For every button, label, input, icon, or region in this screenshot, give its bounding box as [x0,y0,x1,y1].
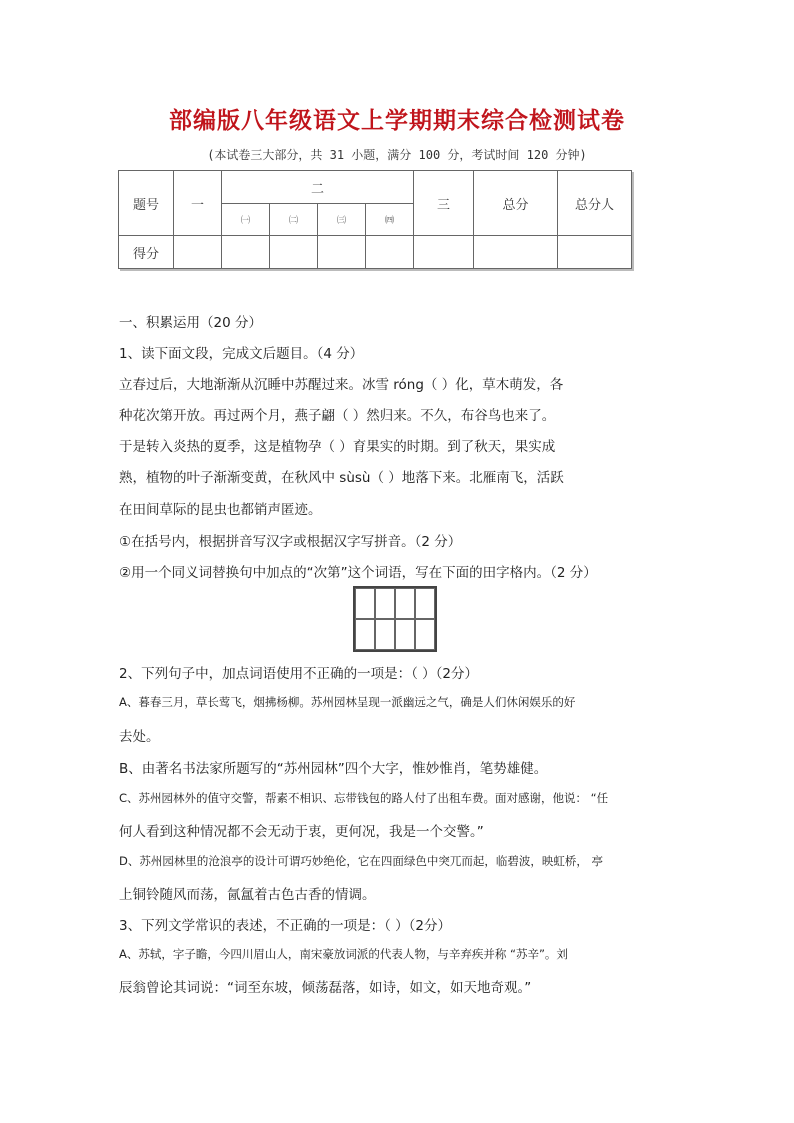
q2-option-a-cont: 去处。 [119,729,160,745]
q1-passage-line: 立春过后，大地渐渐从沉睡中苏醒过来。冰雪 róng（ ）化，草木萌发，各 [119,377,564,393]
q1-passage-line: 种花次第开放。再过两个月，燕子翩（ ）然归来。不久，布谷鸟也来了。 [119,408,556,424]
q3-option-a: A、苏轼，字子瞻，今四川眉山人，南宋豪放词派的代表人物，与辛弃疾并称 “苏辛”。刘 [119,947,568,961]
q1-stem: 1、读下面文段，完成文后题目。（4 分） [119,346,364,362]
q3-stem: 3、下列文学常识的表述，不正确的一项是：（ ）（2分） [119,918,451,934]
score-cell[interactable] [270,236,318,269]
q1-passage-line: 在田间草际的昆虫也都销声匿迹。 [119,502,322,518]
q1-passage-line: 于是转入炎热的夏季，这是植物孕（ ）育果实的时期。到了秋天，果实成 [119,439,556,455]
score-table-header-total: 总分 [474,171,558,236]
score-table [118,170,632,269]
score-cell[interactable] [366,236,414,269]
tianzige-answer-grid[interactable] [353,586,437,652]
q1-sub1: ①在括号内，根据拼音写汉字或根据汉字写拼音。（2 分） [119,534,462,550]
score-table-header-scorer: 总分人 [558,171,632,236]
section1-heading: 一、积累运用（20 分） [119,315,262,331]
grid-cell[interactable] [375,619,395,650]
q2-option-a: A、暮春三月，草长莺飞，烟拂杨柳。苏州园林呈现一派幽远之气，确是人们休闲娱乐的好 [119,695,576,709]
score-table-sub-1: ㈠ [222,204,270,236]
q2-option-c: C、苏州园林外的值守交警，帮素不相识、忘带钱包的路人付了出租车费。面对感谢，他说： “任 [119,791,609,805]
score-table-header-part1: 一 [174,171,222,236]
grid-cell[interactable] [395,588,415,619]
score-cell[interactable] [558,236,632,269]
q1-passage-line: 熟，植物的叶子渐渐变黄，在秋风中 sùsù（ ）地落下来。北雁南飞，活跃 [119,470,564,486]
grid-cell[interactable] [355,619,375,650]
score-cell[interactable] [222,236,270,269]
score-cell[interactable] [318,236,366,269]
page-title: 部编版八年级语文上学期期末综合检测试卷 [169,107,625,134]
grid-cell[interactable] [415,588,435,619]
score-cell[interactable] [474,236,558,269]
score-table-sub-4: ㈣ [366,204,414,236]
score-table-sub-3: ㈢ [318,204,366,236]
score-table-header-part2: 二 [222,171,414,204]
q2-stem: 2、下列句子中，加点词语使用不正确的一项是：（ ）（2分） [119,666,478,682]
score-cell[interactable] [174,236,222,269]
score-cell[interactable] [414,236,474,269]
score-table-header-number: 题号 [119,171,174,236]
q2-option-b: B、由著名书法家所题写的“苏州园林”四个大字，惟妙惟肖，笔势雄健。 [119,761,548,777]
q3-option-a-cont: 辰翁曾论其词说：“词至东坡，倾荡磊落，如诗，如文，如天地奇观。” [119,980,532,996]
q1-sub2: ②用一个同义词替换句中加点的“次第”这个词语，写在下面的田字格内。（2 分） [119,565,597,581]
q2-option-d-cont: 上铜铃随风而荡，氤氲着古色古香的情调。 [119,887,376,903]
exam-instructions: (本试卷三大部分，共 31 小题，满分 100 分，考试时间 120 分钟) [207,148,587,162]
score-table-header-part3: 三 [414,171,474,236]
grid-cell[interactable] [415,619,435,650]
score-table-sub-2: ㈡ [270,204,318,236]
grid-cell[interactable] [375,588,395,619]
q2-option-c-cont: 何人看到这种情况都不会无动于衷，更何况，我是一个交警。” [119,824,484,840]
grid-cell[interactable] [395,619,415,650]
q2-option-d: D、苏州园林里的沧浪亭的设计可谓巧妙绝伦，它在四面绿色中突兀而起，临碧波，映虹桥， 亭 [119,854,604,868]
grid-cell[interactable] [355,588,375,619]
score-table-score-label: 得分 [119,236,174,269]
